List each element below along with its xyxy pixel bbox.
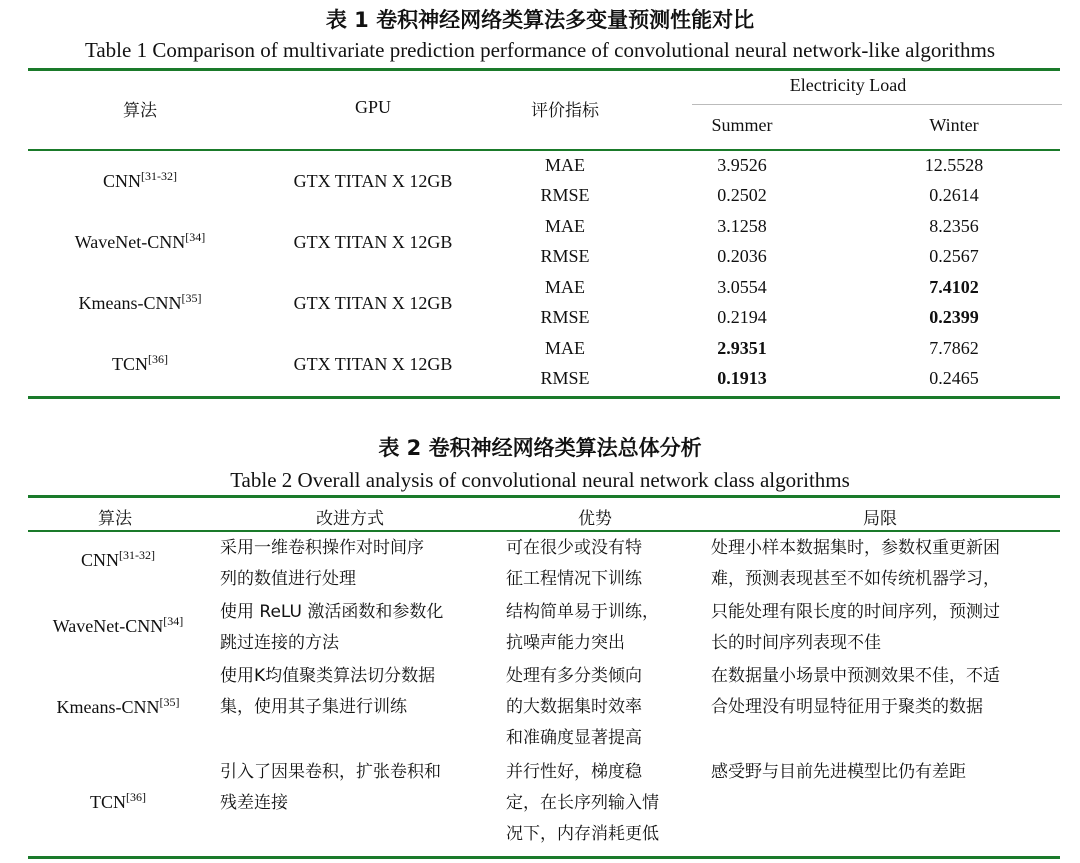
table2-improvement-cell: 使用 ReLU 激活函数和参数化 跳过连接的方法: [220, 602, 444, 653]
table1-metric-mae: MAE: [545, 155, 585, 175]
citation-ref: [34]: [163, 614, 184, 628]
table2-algorithm-name: [28, 550, 208, 571]
table2-header-improvement: 改进方式: [316, 509, 384, 529]
table2-algorithm-name: [28, 792, 208, 813]
table1-rmse-winter: 0.2614: [929, 185, 979, 205]
table1-gpu-cell: GTX TITAN X 12GB: [293, 171, 453, 191]
table1-group-rule: [692, 104, 1062, 105]
table1-gpu-cell: GTX TITAN X 12GB: [293, 293, 453, 313]
table2-top-rule: [28, 495, 1060, 498]
table1-caption-en: Table 1 Comparison of multivariate prediction performance of convolutional neural network-like algorithms: [84, 38, 995, 62]
algorithm-label: Kmeans-CNN: [56, 697, 160, 717]
table2-advantage-cell: 可在很少或没有特 征工程情况下训练: [506, 538, 642, 589]
citation-ref: [35]: [181, 291, 202, 305]
table1-metric-rmse: RMSE: [540, 246, 590, 266]
table2-advantage-cell: 结构简单易于训练， 抗噪声能力突出: [506, 602, 659, 653]
citation-ref: [35]: [159, 695, 180, 709]
table1-header-winter: Winter: [929, 115, 979, 135]
algorithm-label: Kmeans-CNN: [78, 293, 182, 313]
table1-header-algorithm: 算法: [123, 101, 157, 121]
table1-algorithm-name: [40, 293, 240, 314]
citation-ref: [31-32]: [141, 169, 177, 183]
table2-bottom-rule: [28, 856, 1060, 859]
table1-mae-winter: 12.5528: [924, 155, 984, 175]
table1-metric-mae: MAE: [545, 277, 585, 297]
table1-mae-summer: 2.9351: [717, 338, 767, 358]
table1-rmse-summer: 0.2036: [717, 246, 767, 266]
table2-limitation-cell: 感受野与目前先进模型比仍有差距: [711, 762, 966, 782]
table1-top-rule: [28, 68, 1060, 71]
table1-metric-rmse: RMSE: [540, 185, 590, 205]
table1-mae-winter: 7.7862: [929, 338, 979, 358]
table1-metric-mae: MAE: [545, 338, 585, 358]
algorithm-label: WaveNet-CNN: [52, 616, 164, 636]
table2-limitation-cell: 处理小样本数据集时，参数权重更新困 难，预测表现甚至不如传统机器学习，: [711, 538, 1000, 589]
table1-gpu-cell: GTX TITAN X 12GB: [293, 232, 453, 252]
table2-advantage-cell: 并行性好，梯度稳 定，在长序列输入情 况下，内存消耗更低: [506, 762, 659, 844]
table1-algorithm-name: [40, 171, 240, 192]
table2-header-rule: [28, 530, 1060, 532]
table2-caption-zh: 表 2 卷积神经网络类算法总体分析: [378, 436, 702, 460]
table2-caption-en: Table 2 Overall analysis of convolutional neural network class algorithms: [230, 468, 850, 492]
algorithm-label: TCN: [112, 354, 148, 374]
table1-header-summer: Summer: [711, 115, 773, 135]
table1-mae-summer: 3.0554: [717, 277, 767, 297]
table1-algorithm-name: [40, 354, 240, 375]
table1-rmse-winter: 0.2567: [929, 246, 979, 266]
table1-bottom-rule: [28, 396, 1060, 399]
table1-metric-rmse: RMSE: [540, 368, 590, 388]
table2-improvement-cell: 采用一维卷积操作对时间序 列的数值进行处理: [220, 538, 424, 589]
table1-header-metric: 评价指标: [531, 101, 599, 121]
table2-limitation-cell: 在数据量小场景中预测效果不佳，不适 合处理没有明显特征用于聚类的数据: [711, 666, 1000, 717]
table1-header-electricity-load: Electricity Load: [789, 75, 907, 95]
table1-header-rule: [28, 149, 1060, 151]
citation-ref: [34]: [185, 230, 206, 244]
algorithm-label: WaveNet-CNN: [74, 232, 186, 252]
table1-rmse-summer: 0.1913: [717, 368, 767, 388]
table2-limitation-cell: 只能处理有限长度的时间序列，预测过 长的时间序列表现不佳: [711, 602, 1000, 653]
citation-ref: [36]: [148, 352, 168, 366]
table2-improvement-cell: 引入了因果卷积，扩张卷积和 残差连接: [220, 762, 441, 813]
table1-mae-summer: 3.9526: [717, 155, 767, 175]
table1-rmse-summer: 0.2502: [717, 185, 767, 205]
table1-rmse-summer: 0.2194: [717, 307, 767, 327]
table2-improvement-cell: 使用K均值聚类算法切分数据 集，使用其子集进行训练: [220, 666, 436, 717]
table1-metric-rmse: RMSE: [540, 307, 590, 327]
table2-algorithm-name: [28, 697, 208, 718]
table1-mae-summer: 3.1258: [717, 216, 767, 236]
table2-algorithm-name: [28, 616, 208, 637]
table1-mae-winter: 8.2356: [929, 216, 979, 236]
table2-header-limitation: 局限: [863, 509, 897, 529]
table2-header-algorithm: 算法: [98, 509, 132, 529]
algorithm-label: TCN: [90, 792, 126, 812]
table1-algorithm-name: [40, 232, 240, 253]
table1-rmse-winter: 0.2399: [929, 307, 979, 327]
table2-header-advantage: 优势: [578, 509, 612, 529]
algorithm-label: CNN: [80, 550, 119, 570]
algorithm-label: CNN: [102, 171, 141, 191]
table1-metric-mae: MAE: [545, 216, 585, 236]
table1-header-gpu: GPU: [354, 97, 391, 117]
citation-ref: [31-32]: [119, 548, 155, 562]
table1-mae-winter: 7.4102: [929, 277, 979, 297]
table1-rmse-winter: 0.2465: [929, 368, 979, 388]
table1-gpu-cell: GTX TITAN X 12GB: [293, 354, 453, 374]
table1-caption-zh: 表 1 卷积神经网络类算法多变量预测性能对比: [325, 8, 755, 32]
citation-ref: [36]: [126, 790, 146, 804]
table2-advantage-cell: 处理有多分类倾向 的大数据集时效率 和准确度显著提高: [506, 666, 642, 748]
